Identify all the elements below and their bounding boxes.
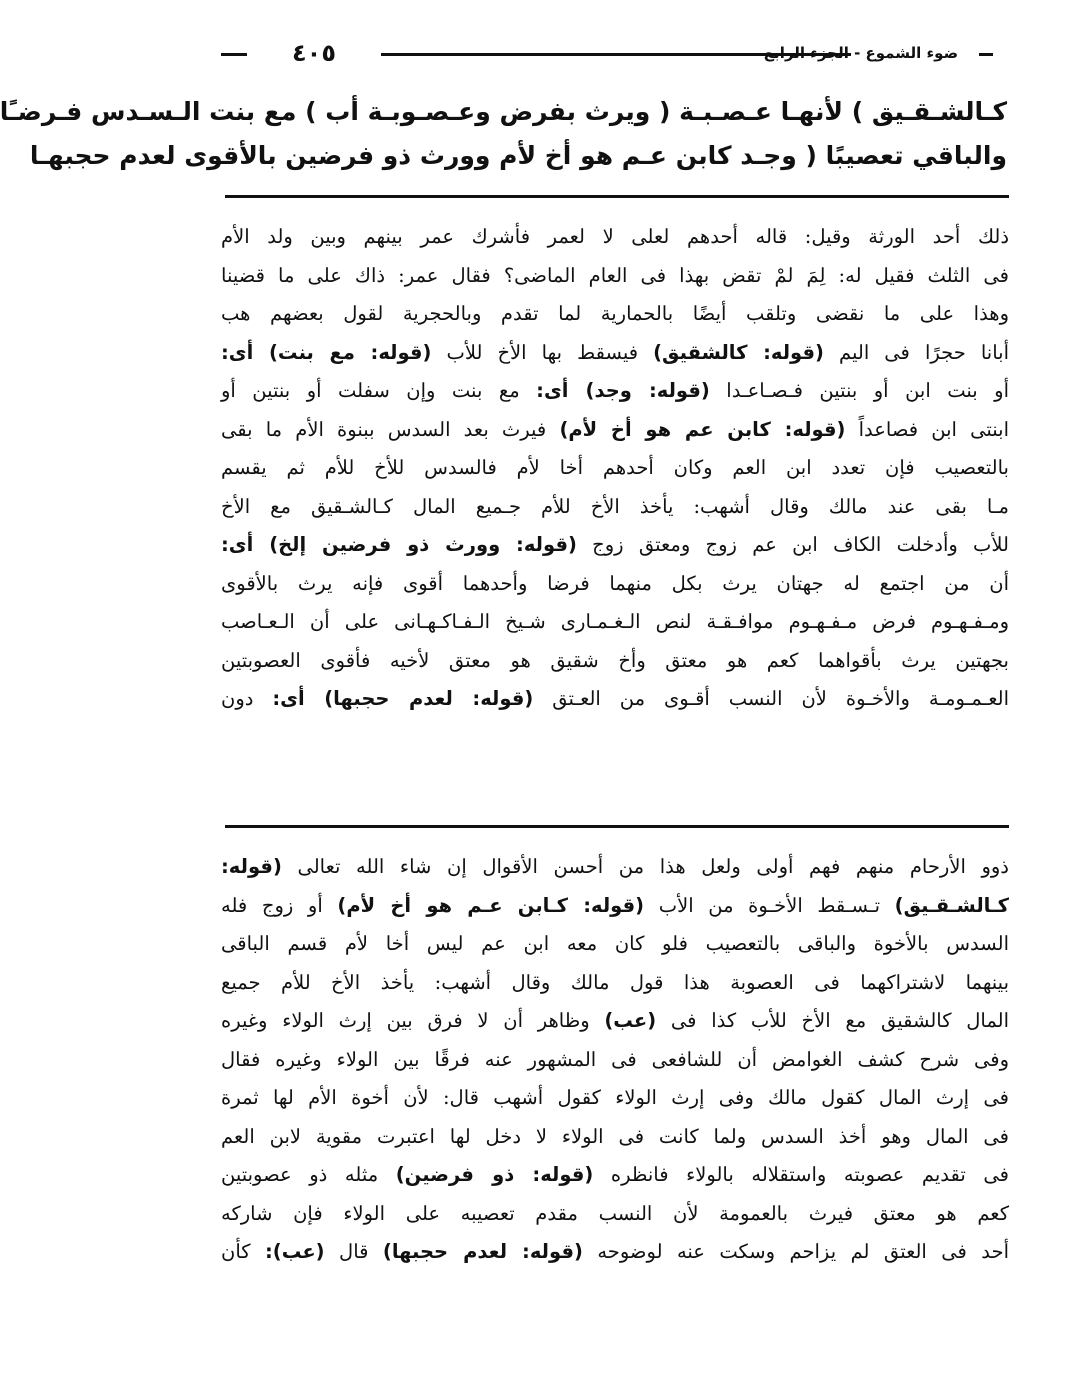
commentary-bottom — [221, 848, 1009, 1272]
commentary-text: أو زوج فله — [221, 893, 338, 917]
quoted-lemma: (عب) — [604, 1009, 657, 1032]
commentary-text: السدس بالأخوة والباقى بالتعصيب فلو كان معه ابن عم ليس أخا لأم قسم الباقى — [221, 932, 1009, 955]
commentary-line — [221, 1079, 1009, 1118]
commentary-text: بالتعصيب فإن تعدد ابن العم وكان أحدهم أخا لأم فالسدس للأخ للأم ثم يقسم — [221, 456, 1009, 479]
commentary-line — [221, 1233, 1009, 1272]
commentary-text: فى المال وهو أخذ السدس ولما كانت فى الولاء لا دخل لها اعتبرت مقوية لابن العم — [221, 1124, 1009, 1148]
commentary-text: المال كالشقيق مع الأخ للأب كذا فى — [656, 1009, 1009, 1032]
commentary-text: ومـفـهـوم فرض مـفـهـوم موافـقـة لنص الـغـمـارى شـيخ الـفـاكـهـانى على أن الـعـاصب — [221, 610, 1009, 633]
commentary-text: ابنتى ابن فصاعداً — [845, 417, 1010, 441]
matn-line: والباقي تعصيبًا ( وجـد كابن عـم هو أخ لأم وورث ذو فرضين بالأقوى لعدم حجبهـا — [29, 141, 1007, 170]
commentary-text: فى إرث المال كقول مالك وفى إرث الولاء كقول أشهب قال: لأن أخوة الأم لها ثمرة — [221, 1086, 1009, 1109]
quoted-lemma: (قوله: لعدم حجبها) — [382, 1240, 583, 1263]
matn-line: كـالشـقـيق ) لأنهـا عـصـبـة ( ويرث بفرض وعـصـوبـة أب ) مع بنت الـسـدس فـرضـًا — [0, 97, 1007, 126]
commentary-text: العـمـومـة والأخـوة لأن النسب أقـوى من العـتق — [533, 687, 1009, 710]
header-rule-right — [979, 53, 993, 56]
commentary-line — [221, 295, 1009, 334]
quoted-lemma: (قوله: كالشقيق) — [653, 340, 824, 364]
commentary-text: مـا بقى عند مالك وقال أشهب: يأخذ الأخ للأم جـميع المال كـالشـقيق مع الأخ — [221, 494, 1009, 518]
running-title: ضوء الشموع - الجزء الرابع — [763, 44, 959, 62]
commentary-text: مثله ذو عصوبتين — [221, 1163, 396, 1186]
commentary-text: بجهتين يرث بأقواهما كعم هو معتق وأخ شقيق هو معتق لأخيه فأقوى العصوبتين — [221, 648, 1009, 672]
commentary-line — [221, 1118, 1009, 1157]
commentary-line — [221, 603, 1009, 642]
commentary-text: فيرث بعد السدس ببنوة الأم ما بقى — [221, 417, 560, 441]
quoted-lemma: (قوله: وجد) أى: — [536, 379, 710, 402]
page-header — [221, 36, 993, 70]
commentary-text: وهذا على ما نقضى وتلقب أيضًا بالحمارية لما تقدم وبالحجرية لقول بعضهم هب — [221, 302, 1009, 325]
commentary-text: وفى شرح كشف الغوامض أن للشافعى فى المشهور عنه فرقًا بين الولاء وغيره فقال — [221, 1047, 1009, 1071]
quoted-lemma: (قوله: كـابن عـم هو أخ لأم) — [337, 893, 645, 917]
commentary-line — [221, 925, 1009, 964]
commentary-text: كعم هو معتق فيرث بالعمومة لأن النسب مقدم تعصيبه على الولاء فإن شاركه — [221, 1201, 1009, 1225]
commentary-line — [221, 257, 1009, 296]
commentary-text: قال — [324, 1240, 383, 1263]
commentary-text: فى الثلث فقيل له: لِمَ لمْ تقض بهذا فى العام الماضى؟ فقال عمر: ذاك على ما قضينا — [221, 263, 1009, 287]
commentary-line — [221, 488, 1009, 527]
commentary-line — [221, 565, 1009, 604]
commentary-text: بينهما لاشتراكهما فى العصوبة هذا قول مالك وقال أشهب: يأخذ الأخ للأم جميع — [221, 970, 1009, 994]
quoted-lemma: (قوله: وورث ذو فرضين إلخ) أى: — [221, 533, 577, 556]
commentary-line — [221, 526, 1009, 565]
commentary-line — [221, 449, 1009, 488]
commentary-text: تـسـقط الأخـوة من الأب — [644, 893, 895, 917]
separator-rule-bottom — [225, 825, 1009, 828]
quoted-lemma: (عب): — [265, 1240, 325, 1263]
commentary-line — [221, 334, 1009, 373]
commentary-text: فيسقط بها الأخ للأب — [431, 340, 654, 364]
commentary-line — [221, 848, 1009, 887]
quoted-lemma: (قوله: لعدم حجبها) أى: — [272, 687, 534, 710]
commentary-text: ذوو الأرحام منهم فهم أولى ولعل هذا من أحسن الأقوال إن شاء الله تعالى — [281, 855, 1009, 878]
commentary-line — [221, 1156, 1009, 1195]
quoted-lemma: كـالشـقـيق) — [894, 893, 1009, 917]
quoted-lemma: (قوله: كابن عم هو أخ لأم) — [559, 417, 846, 441]
commentary-line — [221, 1195, 1009, 1234]
commentary-text: كأن — [221, 1240, 265, 1263]
commentary-line — [221, 964, 1009, 1003]
commentary-text: للأب وأدخلت الكاف ابن عم زوج ومعتق زوج — [576, 533, 1009, 556]
page-number: ٤٠٥ — [292, 39, 336, 67]
commentary-text: دون — [221, 687, 273, 710]
header-rule-left — [221, 53, 247, 56]
commentary-line — [221, 372, 1009, 411]
commentary-text: أبانا حجرًا فى اليم — [823, 340, 1009, 364]
commentary-text: مع بنت وإن سفلت أو بنتين أو — [221, 379, 537, 402]
commentary-line — [221, 218, 1009, 257]
commentary-line — [221, 1041, 1009, 1080]
commentary-text: أو بنت ابن أو بنتين فـصـاعـدا — [709, 379, 1009, 402]
commentary-line — [221, 1002, 1009, 1041]
commentary-text: أن من اجتمع له جهتان يرث بكل منهما فرضا وأحدهما أقوى فإنه يرث بالأقوى — [221, 571, 1009, 595]
separator-rule-top — [225, 195, 1009, 198]
commentary-line — [221, 642, 1009, 681]
commentary-text: ذلك أحد الورثة وقيل: قاله أحدهم لعلى لا لعمر فأشرك عمر بينهم وبين ولد الأم — [221, 225, 1009, 248]
matn-text — [0, 90, 1007, 178]
quoted-lemma: (قوله: — [221, 855, 282, 878]
commentary-text: وظاهر أن لا فرق بين إرث الولاء وغيره — [221, 1009, 605, 1032]
commentary-text: أحد فى العتق لم يزاحم وسكت عنه لوضوحه — [582, 1240, 1010, 1263]
commentary-line — [221, 887, 1009, 926]
commentary-text: فى تقديم عصوبته واستقلاله بالولاء فانظره — [593, 1163, 1009, 1186]
quoted-lemma: (قوله: ذو فرضين) — [395, 1163, 594, 1186]
commentary-line — [221, 680, 1009, 719]
commentary-top — [221, 218, 1009, 719]
commentary-line — [221, 411, 1009, 450]
quoted-lemma: (قوله: مع بنت) أى: — [221, 340, 432, 364]
